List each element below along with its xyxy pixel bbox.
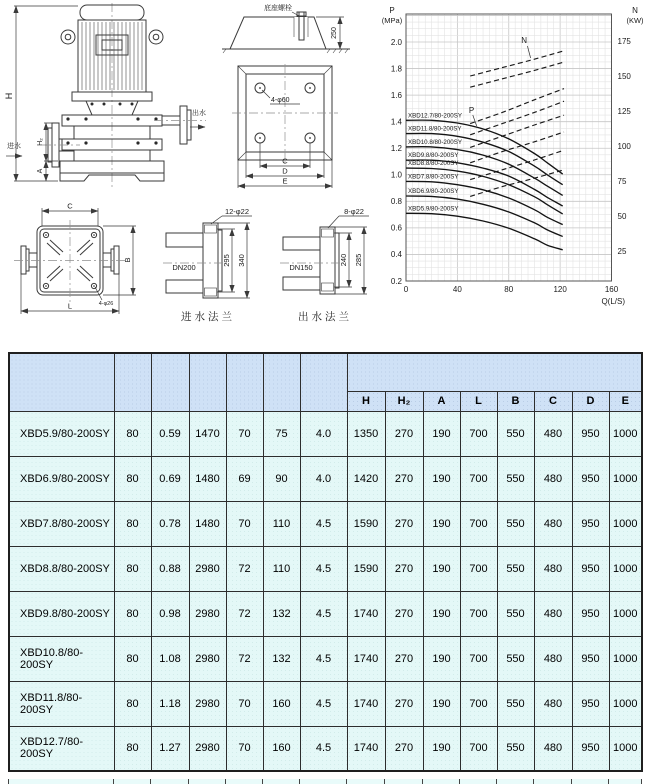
cell-value: 4.5: [300, 591, 347, 636]
sliver-cell: [609, 779, 642, 784]
cell-value: 1470: [189, 411, 226, 456]
cell-model: XBD7.8/80-200SY: [9, 501, 114, 546]
curve-label: XBD9.8/80-200SY: [408, 152, 459, 160]
cell-value: 700: [460, 726, 497, 771]
cell-value: 0.98: [151, 591, 189, 636]
cell-value: 2980: [189, 726, 226, 771]
cell-value: 4.5: [300, 636, 347, 681]
sliver-cell: [497, 779, 534, 784]
power-curve: [470, 132, 564, 163]
svg-text:80: 80: [504, 285, 514, 294]
curve-label: XBD11.8/80-200SY: [408, 125, 462, 133]
table-row: [9, 501, 642, 546]
cell-value: 950: [572, 681, 609, 726]
sliver-cell: [423, 779, 460, 784]
svg-text:(MPa): (MPa): [381, 16, 403, 25]
header-dimensions-group: [347, 353, 642, 391]
cell-value: 1000: [609, 591, 642, 636]
curve-label: XBD8.8/80-200SY: [408, 160, 459, 168]
curve-label: XBD7.8/80-200SY: [408, 173, 459, 181]
cell-value: 190: [423, 681, 460, 726]
cell-model: XBD12.7/80-200SY: [9, 726, 114, 771]
svg-text:100: 100: [617, 141, 631, 151]
cell-value: 1740: [347, 636, 385, 681]
cell-value: 950: [572, 726, 609, 771]
cell-value: 700: [460, 681, 497, 726]
cell-value: 72: [226, 591, 263, 636]
outlet-bolt-circle-dim: 240: [339, 253, 348, 267]
power-curve: [470, 62, 564, 87]
cell-value: 160: [263, 681, 300, 726]
cell-value: 80: [114, 501, 151, 546]
cell-value: 160: [263, 726, 300, 771]
cell-value: 70: [226, 501, 263, 546]
svg-text:0.6: 0.6: [390, 223, 402, 233]
cell-value: 1000: [609, 456, 642, 501]
cell-value: 550: [497, 636, 534, 681]
cell-value: 1740: [347, 591, 385, 636]
inlet-flange-drawing: [163, 196, 275, 331]
cell-value: 4.5: [300, 726, 347, 771]
annotation-n: N: [521, 36, 528, 45]
cell-value: 480: [534, 636, 572, 681]
cell-value: 270: [385, 636, 423, 681]
cell-value: 480: [534, 411, 572, 456]
header-dim-h: H: [347, 391, 385, 411]
inlet-bolt-circle-dim: 295: [222, 254, 231, 267]
cell-value: 110: [263, 546, 300, 591]
base-dim-c: C: [67, 201, 73, 211]
svg-text:0.8: 0.8: [390, 197, 402, 207]
curve-label: XBD6.9/80-200SY: [408, 188, 459, 196]
performance-chart: [381, 2, 648, 314]
sliver-cell: [572, 779, 609, 784]
cell-value: 80: [114, 591, 151, 636]
power-curve: [470, 51, 564, 76]
cell-value: 550: [497, 591, 534, 636]
sliver-cell: [226, 779, 263, 784]
foundation-holes-label: 4-φ60: [271, 97, 290, 104]
svg-text:0: 0: [403, 285, 409, 294]
cell-value: 270: [385, 411, 423, 456]
cell-value: 1740: [347, 726, 385, 771]
base-top-view-drawing: [0, 196, 145, 336]
svg-text:2.0: 2.0: [390, 37, 402, 47]
cell-value: 700: [460, 411, 497, 456]
cell-value: 950: [572, 591, 609, 636]
cell-value: 0.59: [151, 411, 189, 456]
table-row: [9, 591, 642, 636]
cell-value: 550: [497, 501, 534, 546]
sliver-cell: [263, 779, 300, 784]
cell-value: 700: [460, 636, 497, 681]
cell-value: 1.18: [151, 681, 189, 726]
cell-value: 550: [497, 411, 534, 456]
cell-value: 700: [460, 546, 497, 591]
cell-value: 1000: [609, 546, 642, 591]
cell-value: 1000: [609, 681, 642, 726]
cell-value: 700: [460, 501, 497, 546]
inlet-dn-label: DN200: [172, 263, 196, 272]
header-dim-a: A: [423, 391, 460, 411]
outlet-outer-dim: 285: [354, 253, 363, 267]
sliver-cell: [385, 779, 423, 784]
svg-text:75: 75: [617, 176, 627, 186]
dim-label-h: H: [4, 92, 14, 100]
header-dim-c: C: [534, 391, 572, 411]
cell-value: 90: [263, 456, 300, 501]
cell-value: 270: [385, 681, 423, 726]
cell-value: 80: [114, 411, 151, 456]
cell-value: 1000: [609, 636, 642, 681]
cell-value: 190: [423, 501, 460, 546]
cell-value: 950: [572, 411, 609, 456]
cell-value: 70: [226, 681, 263, 726]
svg-text:160: 160: [604, 285, 619, 294]
sliver-cell: [534, 779, 572, 784]
cell-value: 80: [114, 456, 151, 501]
cell-value: 190: [423, 456, 460, 501]
svg-text:120: 120: [553, 285, 567, 294]
cell-value: 270: [385, 546, 423, 591]
header-blank-col-2: [114, 353, 151, 411]
cell-value: 2980: [189, 681, 226, 726]
foundation-section-drawing: [222, 2, 350, 64]
cell-value: 190: [423, 591, 460, 636]
cell-value: 4.0: [300, 411, 347, 456]
table-row: [9, 411, 642, 456]
svg-text:1.2: 1.2: [390, 144, 402, 154]
foundation-bolt-label: 底座螺栓: [264, 5, 292, 12]
cell-value: 80: [114, 636, 151, 681]
cell-value: 480: [534, 591, 572, 636]
cell-value: 110: [263, 501, 300, 546]
cell-value: 190: [423, 411, 460, 456]
sliver-cell: [300, 779, 347, 784]
cell-value: 80: [114, 681, 151, 726]
cell-value: 550: [497, 681, 534, 726]
cell-value: 70: [226, 411, 263, 456]
outlet-flange-caption: 出水法兰: [298, 311, 352, 323]
cell-value: 190: [423, 636, 460, 681]
table-row: [9, 636, 642, 681]
cell-value: 480: [534, 456, 572, 501]
cell-value: 69: [226, 456, 263, 501]
cell-value: 700: [460, 591, 497, 636]
svg-text:Q(L/S): Q(L/S): [601, 297, 625, 306]
cell-value: 950: [572, 546, 609, 591]
cell-value: 4.0: [300, 456, 347, 501]
cell-value: 72: [226, 636, 263, 681]
outlet-label: 出水: [192, 110, 206, 117]
next-table-sliver: [8, 779, 642, 784]
svg-text:(KW): (KW): [626, 16, 644, 25]
svg-text:1.0: 1.0: [390, 170, 402, 180]
inlet-label: 进水: [7, 143, 21, 150]
dim-label-a: A: [37, 168, 44, 174]
cell-value: 550: [497, 456, 534, 501]
cell-value: 80: [114, 726, 151, 771]
cell-value: 75: [263, 411, 300, 456]
cell-value: 190: [423, 546, 460, 591]
pump-front-view-drawing: [2, 1, 208, 191]
cell-value: 550: [497, 726, 534, 771]
cell-value: 1590: [347, 501, 385, 546]
cell-value: 480: [534, 501, 572, 546]
cell-value: 1000: [609, 501, 642, 546]
cell-value: 1350: [347, 411, 385, 456]
cell-value: 1.27: [151, 726, 189, 771]
cell-value: 0.88: [151, 546, 189, 591]
cell-value: 190: [423, 726, 460, 771]
table-row: [9, 681, 642, 726]
cell-value: 270: [385, 726, 423, 771]
cell-value: 2980: [189, 591, 226, 636]
cell-value: 4.5: [300, 546, 347, 591]
header-dim-h: H₂: [385, 391, 423, 411]
cell-model: XBD6.9/80-200SY: [9, 456, 114, 501]
outlet-holes-label: 8-φ22: [344, 207, 364, 216]
cell-model: XBD8.8/80-200SY: [9, 546, 114, 591]
svg-text:0.4: 0.4: [390, 250, 402, 260]
pq-curve: [406, 213, 563, 250]
svg-text:175: 175: [617, 36, 631, 46]
power-curve: [470, 170, 564, 197]
curve-label: XBD12.7/80-200SY: [408, 112, 463, 120]
cell-value: 950: [572, 456, 609, 501]
table-row: [9, 546, 642, 591]
cell-value: 1000: [609, 411, 642, 456]
sliver-cell: [114, 779, 151, 784]
cell-value: 132: [263, 636, 300, 681]
table-row: [9, 456, 642, 501]
cell-value: 270: [385, 456, 423, 501]
outlet-dn-label: DN150: [289, 263, 313, 272]
header-dim-d: D: [572, 391, 609, 411]
cell-value: 4.5: [300, 681, 347, 726]
cell-value: 2980: [189, 636, 226, 681]
cell-value: 270: [385, 501, 423, 546]
cell-model: XBD5.9/80-200SY: [9, 411, 114, 456]
cell-value: 80: [114, 546, 151, 591]
base-dim-b: B: [123, 257, 132, 263]
outlet-flange-drawing: [280, 196, 392, 331]
header-blank-col-6: [263, 353, 300, 411]
cell-value: 1.08: [151, 636, 189, 681]
svg-text:P: P: [389, 6, 395, 15]
svg-text:25: 25: [617, 246, 627, 256]
svg-text:50: 50: [617, 211, 627, 221]
cell-value: 1740: [347, 681, 385, 726]
svg-text:1.6: 1.6: [390, 90, 402, 100]
cell-value: 4.5: [300, 501, 347, 546]
sliver-cell: [189, 779, 226, 784]
cell-value: 1480: [189, 456, 226, 501]
cell-value: 0.78: [151, 501, 189, 546]
svg-text:N: N: [632, 6, 638, 15]
header-dim-e: E: [609, 391, 642, 411]
sliver-cell: [9, 779, 114, 784]
cell-value: 480: [534, 546, 572, 591]
cell-value: 1480: [189, 501, 226, 546]
svg-text:1.8: 1.8: [390, 64, 402, 74]
annotation-p: P: [468, 106, 475, 115]
cell-model: XBD9.8/80-200SY: [9, 591, 114, 636]
inlet-holes-label: 12-φ22: [224, 207, 250, 216]
cell-value: 950: [572, 501, 609, 546]
cell-value: 480: [534, 726, 572, 771]
svg-text:150: 150: [617, 71, 631, 81]
cell-value: 1590: [347, 546, 385, 591]
inlet-flange-caption: 进水法兰: [181, 311, 235, 323]
cell-value: 700: [460, 456, 497, 501]
header-blank-col-5: [226, 353, 263, 411]
foundation-depth-dim: 250: [331, 27, 338, 39]
cell-value: 0.69: [151, 456, 189, 501]
curve-label: XBD5.9/80-200SY: [408, 205, 459, 213]
dim-label-h2: H₂: [37, 138, 44, 146]
cell-value: 550: [497, 546, 534, 591]
header-blank-col-7: [300, 353, 347, 411]
foundation-dim-d: D: [282, 166, 288, 176]
base-holes-label: 4-φ26: [98, 301, 114, 307]
header-dim-b: B: [497, 391, 534, 411]
table-row: [9, 726, 642, 771]
svg-text:1.4: 1.4: [390, 117, 402, 127]
svg-text:40: 40: [452, 285, 462, 294]
cell-value: 270: [385, 591, 423, 636]
pq-curve: [406, 196, 563, 237]
header-blank-col-4: [189, 353, 226, 411]
cell-value: 1000: [609, 726, 642, 771]
cell-value: 72: [226, 546, 263, 591]
cell-value: 70: [226, 726, 263, 771]
cell-value: 480: [534, 681, 572, 726]
curve-label: XBD10.8/80-200SY: [408, 138, 463, 146]
cell-value: 132: [263, 591, 300, 636]
foundation-dim-c: C: [282, 156, 288, 166]
base-dim-l: L: [67, 301, 73, 311]
svg-text:125: 125: [617, 106, 631, 116]
header-dim-l: L: [460, 391, 497, 411]
svg-text:0.2: 0.2: [390, 276, 402, 286]
cell-model: XBD10.8/80-200SY: [9, 636, 114, 681]
sliver-cell: [151, 779, 189, 784]
cell-value: 950: [572, 636, 609, 681]
inlet-outer-dim: 340: [237, 254, 246, 267]
specification-table: [8, 352, 643, 772]
sliver-cell: [347, 779, 385, 784]
header-blank-col-1: [9, 353, 114, 411]
cell-value: 2980: [189, 546, 226, 591]
foundation-plan-drawing: [224, 64, 346, 194]
cell-model: XBD11.8/80-200SY: [9, 681, 114, 726]
header-blank-col-3: [151, 353, 189, 411]
foundation-dim-e: E: [282, 176, 288, 186]
sliver-cell: [460, 779, 497, 784]
cell-value: 1420: [347, 456, 385, 501]
